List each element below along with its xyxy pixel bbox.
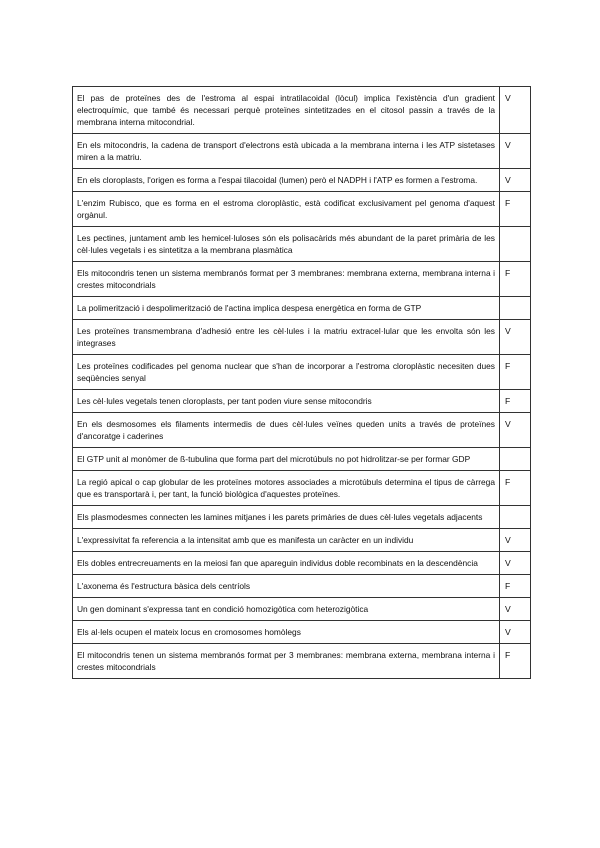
- statement-cell: L'axonema és l'estructura bàsica dels centríols: [73, 575, 500, 598]
- answer-cell: F: [500, 575, 531, 598]
- statement-cell: La polimerització i despolimerització de l'actina implica despesa energètica en forma de GTP: [73, 297, 500, 320]
- table-row: [73, 87, 531, 134]
- statement-cell: Les pectines, juntament amb les hemicel·luloses són els polisacàrids més abundant de la paret primària de les cèl·lules vegetals i es sintetitza a la membrana plasmàtica: [73, 227, 500, 262]
- answer-cell: V: [500, 413, 531, 448]
- true-false-table: [72, 86, 531, 679]
- answer-cell: V: [500, 87, 531, 134]
- statement-cell: Els dobles entrecreuaments en la meiosi fan que apareguin individus doble recombinats en la descendència: [73, 552, 500, 575]
- table-row: [73, 134, 531, 169]
- statement-cell: En els mitocondris, la cadena de transport d'electrons està ubicada a la membrana interna i les ATP sistetases miren a la matriu.: [73, 134, 500, 169]
- answer-cell: F: [500, 192, 531, 227]
- table-row: [73, 355, 531, 390]
- answer-cell: F: [500, 644, 531, 679]
- statement-cell: En els cloroplasts, l'origen es forma a l'espai tilacoidal (lumen) però el NADPH i l'ATP es formen a l'estroma.: [73, 169, 500, 192]
- answer-cell: F: [500, 262, 531, 297]
- statement-cell: Els al·lels ocupen el mateix locus en cromosomes homòlegs: [73, 621, 500, 644]
- statement-cell: La regió apical o cap globular de les proteïnes motores associades a microtúbuls determina el tipus de càrrega que es transportarà i, per tant, la funció biològica d'aquestes proteïnes.: [73, 471, 500, 506]
- table-row: [73, 448, 531, 471]
- answer-cell: [500, 227, 531, 262]
- answer-cell: V: [500, 598, 531, 621]
- table-row: [73, 297, 531, 320]
- statement-cell: El GTP unit al monòmer de ß-tubulina que forma part del microtúbuls no pot hidrolitzar-se per formar GDP: [73, 448, 500, 471]
- statement-cell: L'expressivitat fa referencia a la intensitat amb que es manifesta un caràcter en un individu: [73, 529, 500, 552]
- statement-cell: Les proteïnes transmembrana d'adhesió entre les cèl·lules i la matriu extracel·lular que les envolta són les integrases: [73, 320, 500, 355]
- statement-cell: Els mitocondris tenen un sistema membranós format per 3 membranes: membrana externa, membrana interna i crestes mitocondrials: [73, 262, 500, 297]
- table-row: [73, 644, 531, 679]
- statement-cell: El pas de proteïnes des de l'estroma al espai intratilacoidal (lòcul) implica l'existència d'un gradient electroquímic, que també és necessari perquè proteïnes sintetitzades en el citosol passin a través de la membrana interna mitocondrial.: [73, 87, 500, 134]
- statement-cell: Un gen dominant s'expressa tant en condició homozigòtica com heterozigòtica: [73, 598, 500, 621]
- table-row: [73, 621, 531, 644]
- answer-cell: V: [500, 529, 531, 552]
- answer-cell: V: [500, 320, 531, 355]
- table-row: [73, 413, 531, 448]
- answer-cell: F: [500, 471, 531, 506]
- answer-cell: [500, 297, 531, 320]
- statement-cell: Les cèl·lules vegetals tenen cloroplasts, per tant poden viure sense mitocondris: [73, 390, 500, 413]
- table-row: [73, 320, 531, 355]
- table-row: [73, 598, 531, 621]
- table-row: [73, 262, 531, 297]
- answer-cell: V: [500, 134, 531, 169]
- statement-cell: L'enzim Rubisco, que es forma en el estroma cloroplàstic, està codificat exclusivament pel genoma d'aquest orgànul.: [73, 192, 500, 227]
- answer-cell: V: [500, 169, 531, 192]
- answer-cell: F: [500, 390, 531, 413]
- answer-cell: [500, 506, 531, 529]
- table-row: [73, 390, 531, 413]
- answer-cell: V: [500, 552, 531, 575]
- table-row: [73, 552, 531, 575]
- statement-cell: Les proteïnes codificades pel genoma nuclear que s'han de incorporar a l'estroma cloroplàstic necesiten dues seqüències senyal: [73, 355, 500, 390]
- statement-cell: El mitocondris tenen un sistema membranós format per 3 membranes: membrana externa, membrana interna i crestes mitocondrials: [73, 644, 500, 679]
- table-row: [73, 529, 531, 552]
- answer-cell: [500, 448, 531, 471]
- table-row: [73, 506, 531, 529]
- statement-cell: En els desmosomes els filaments intermedis de dues cèl·lules veïnes queden units a través de proteïnes d'ancoratge i caderines: [73, 413, 500, 448]
- statement-cell: Els plasmodesmes connecten les lamines mitjanes i les parets primàries de dues cèl·lules vegetals adjacents: [73, 506, 500, 529]
- table-row: [73, 227, 531, 262]
- answer-cell: V: [500, 621, 531, 644]
- table-row: [73, 471, 531, 506]
- answer-cell: F: [500, 355, 531, 390]
- table-row: [73, 169, 531, 192]
- table-row: [73, 575, 531, 598]
- table-row: [73, 192, 531, 227]
